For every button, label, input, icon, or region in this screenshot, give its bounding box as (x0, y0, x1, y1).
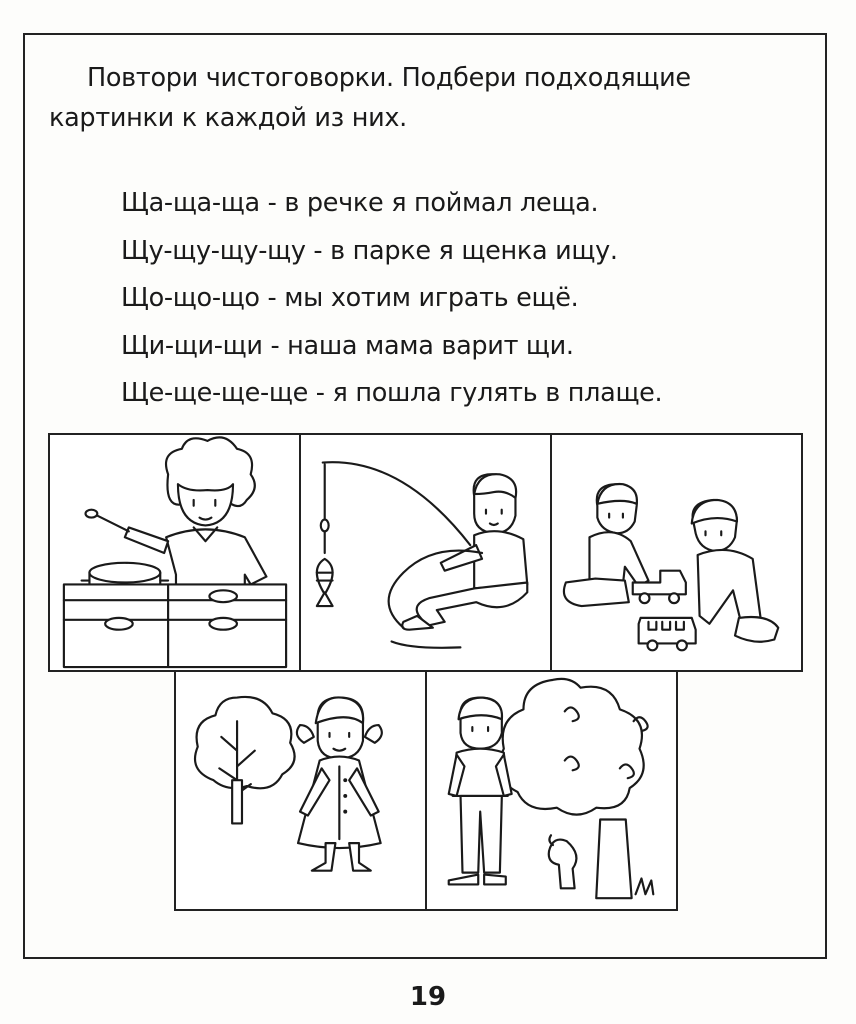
instruction-line-2: картинки к каждой из них. (49, 103, 407, 133)
picture-raincoat[interactable] (174, 670, 427, 911)
instruction-text (49, 58, 819, 138)
picture-cooking[interactable] (48, 433, 301, 672)
verse-line: Ща-ща-ща - в речке я поймал леща. (121, 188, 599, 218)
picture-fishing[interactable] (299, 433, 552, 672)
fishing-boy-icon (301, 435, 550, 670)
instruction-line-1: Повтори чистоговорки. Подбери подходящие (87, 63, 691, 93)
girl-in-raincoat-icon (176, 672, 425, 909)
page-number: 19 (409, 982, 447, 1012)
picture-toy-cars[interactable] (550, 433, 803, 672)
verse-line: Щу-щу-щу-щу - в парке я щенка ищу. (121, 235, 618, 266)
boys-playing-cars-icon (552, 435, 801, 670)
cooking-boy-icon (50, 435, 299, 670)
verse-line: Що-що-що - мы хотим играть ещё. (121, 283, 579, 313)
boy-with-puppy-icon (427, 672, 676, 909)
picture-park[interactable] (425, 670, 678, 911)
verse-list (121, 180, 801, 418)
verse-line: Ще-ще-ще-ще - я пошла гулять в плаще. (121, 378, 663, 408)
verse-line: Щи-щи-щи - наша мама варит щи. (121, 330, 574, 361)
